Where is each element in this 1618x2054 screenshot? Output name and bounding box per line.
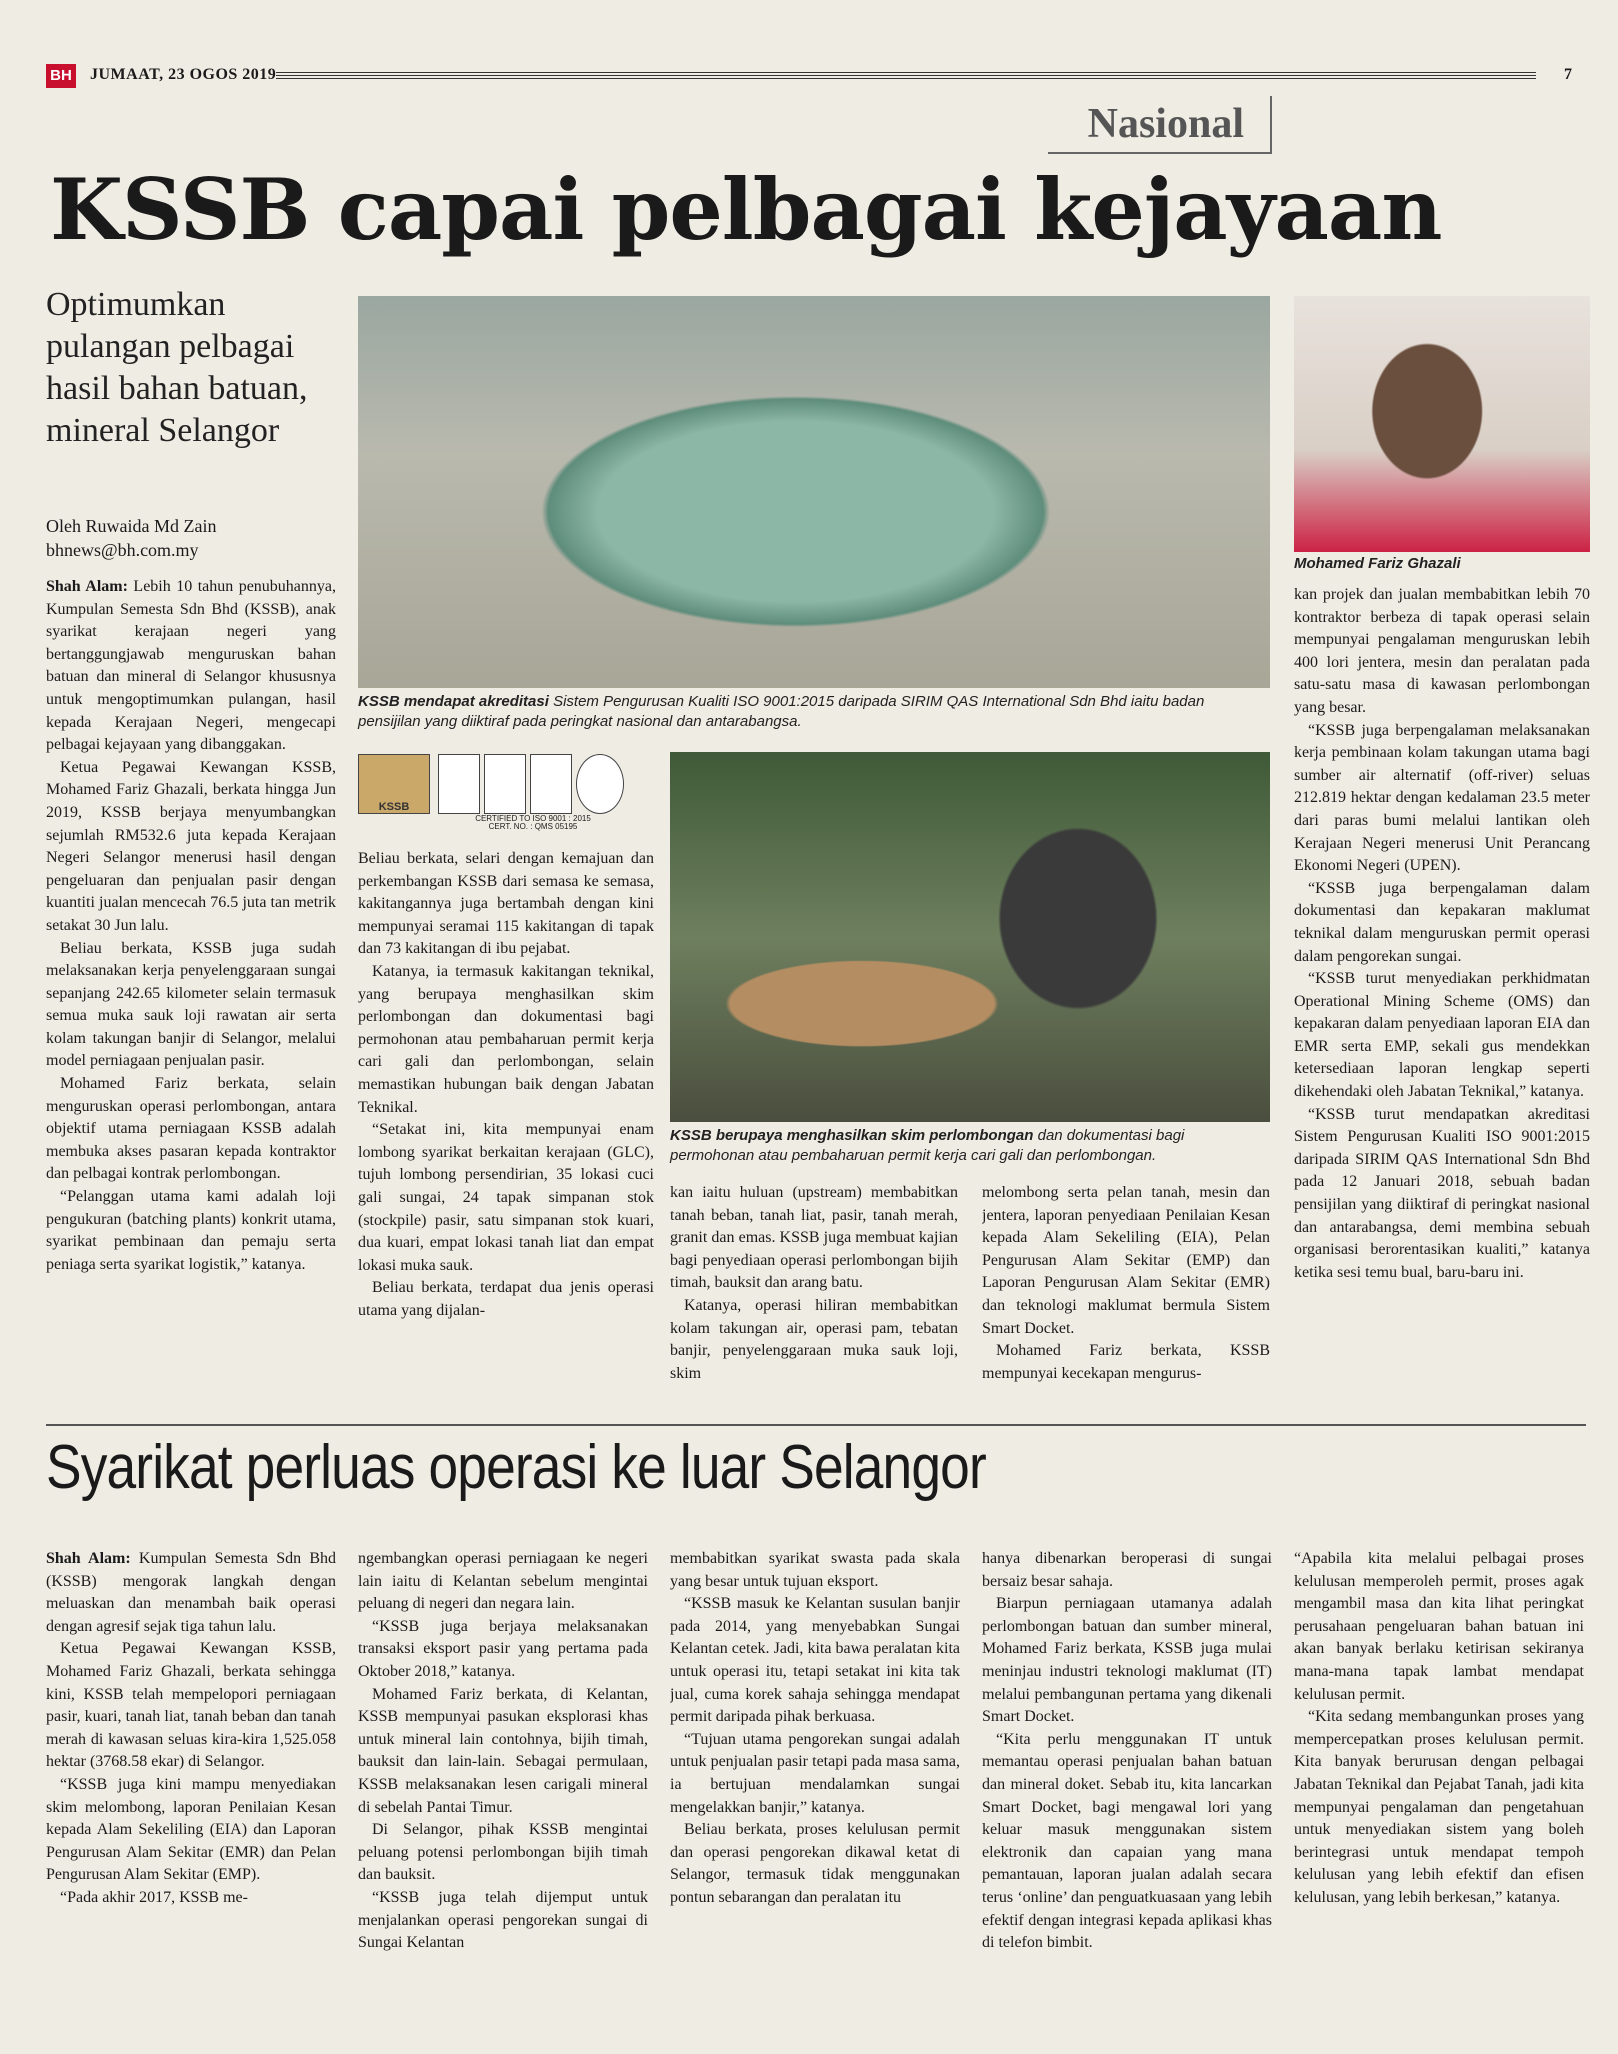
photo-reservoir	[358, 296, 1270, 688]
caption-portrait: Mohamed Fariz Ghazali	[1294, 555, 1461, 572]
paragraph	[358, 1684, 648, 1820]
paragraph	[670, 1295, 958, 1385]
paragraph	[358, 1887, 648, 1955]
kssb-logo	[358, 754, 430, 814]
paragraph	[46, 1887, 336, 1910]
paragraph	[46, 1073, 336, 1186]
paragraph-text: Mohamed Fariz berkata, KSSB mempunyai kecekapan mengurus-	[982, 1342, 1270, 1382]
article1-column-2	[358, 848, 654, 1412]
caption-reservoir-bold: KSSB mendapat akreditasi	[358, 693, 549, 710]
caption-panning	[670, 1126, 1270, 1166]
caption-panning-bold: KSSB berupaya menghasilkan skim perlombongan	[670, 1127, 1034, 1144]
paragraph-text: “Pelanggan utama kami adalah loji pengukuran (batching plants) konkrit utama, syarikat pembinaan dan pemaju serta peniaga serta syarikat logistik,” katanya.	[46, 1188, 336, 1273]
article1-column-4	[982, 1182, 1270, 1412]
cert-logo-2	[484, 754, 526, 814]
article1-column-3	[670, 1182, 958, 1412]
article2-column-3	[670, 1548, 960, 2028]
photo-panning	[670, 752, 1270, 1122]
paragraph-text: “KSSB juga berpengalaman dalam dokumentasi dan kepakaran maklumat teknikal dalam menguruskan permit operasi dalam pengorekan sungai.	[1294, 879, 1590, 965]
paragraph	[358, 848, 654, 961]
paragraph-text: Beliau berkata, terdapat dua jenis operasi utama yang dijalan-	[358, 1279, 654, 1319]
paragraph-text: Ketua Pegawai Kewangan KSSB, Mohamed Fariz Ghazali, berkata sehingga kini, KSSB telah mempelopori perniagaan pasir, kuari, tanah liat, tanah beban dan tanah merah di kawasan seluas kira-kira 1,525.058 hektar (3768.58 ekar) di Selangor.	[46, 1640, 336, 1771]
paragraph	[670, 1729, 960, 1819]
paragraph-text: Kumpulan Semesta Sdn Bhd (KSSB) mengorak langkah dengan meluaskan dan menambah baik operasi dengan agresif sejak tiga tahun lalu.	[46, 1550, 336, 1635]
paragraph	[358, 961, 654, 1119]
paragraph	[1294, 1706, 1584, 1909]
paragraph	[358, 1119, 654, 1277]
paragraph-text: “KSSB masuk ke Kelantan susulan banjir pada 2014, yang menyebabkan Sungai Kelantan cetek. Jadi, kita bawa peralatan kita untuk operasi itu, tetapi setakat ini kita tak jual, cuma korek sahaja sehingga mendapat permit daripada pihak berkuasa.	[670, 1595, 960, 1726]
paragraph	[358, 1277, 654, 1322]
paragraph-text: “Kita perlu menggunakan IT untuk memantau operasi penjualan bahan batuan dan mineral doket. Sebab itu, kita lancarkan Smart Docket, bagi mengawal lori yang keluar masuk menggunakan sistem elektronik dan capaian yang mana pemantauan, laporan jualan adalah secara terus ‘online’ dan penguatkuasaan yang lebih efektif dengan integrasi kepada aplikasi khas di telefon bimbit.	[982, 1730, 1272, 1952]
paragraph	[1294, 720, 1590, 878]
caption-panning-text: dan dokumentasi bagi permohonan atau pembaharuan permit kerja cari gali dan perlombongan.	[670, 1127, 1185, 1164]
paragraph	[1294, 968, 1590, 1104]
paragraph-text: Mohamed Fariz berkata, selain menguruskan operasi perlombongan, antara objektif utama perniagaan KSSB adalah membuka akses pasaran kepada kontraktor dan pelbagai kontrak perlombongan.	[46, 1075, 336, 1183]
article1-column-1	[46, 576, 336, 1412]
section-name: Nasional	[1087, 101, 1244, 147]
masthead	[46, 62, 1586, 92]
paragraph-text: ngembangkan operasi perniagaan ke negeri lain iaitu di Kelantan sebelum mengintai peluang di negeri dan negara lain.	[358, 1550, 648, 1613]
paragraph	[1294, 1548, 1584, 1706]
byline	[46, 514, 346, 562]
caption-reservoir	[358, 692, 1270, 732]
paragraph	[1294, 1104, 1590, 1285]
cert-number: CERT. NO. : QMS 05195	[488, 822, 578, 831]
paragraph-text: “KSSB turut mendapatkan akreditasi Sistem Pengurusan Kualiti ISO 9001:2015 daripada SIRIM QAS International Sdn Bhd pada 12 Januari 2018, sebuah badan pensijilan yang diiktiraf di peringkat nasional dan antarabangsa, demi membina sebuah organisasi berorentasikan kualiti,” katanya ketika sesi temu bual, baru-baru ini.	[1294, 1105, 1590, 1281]
paragraph-text: “Pada akhir 2017, KSSB me-	[60, 1888, 248, 1906]
paragraph	[46, 576, 336, 757]
paragraph-text: “KSSB juga telah dijemput untuk menjalankan operasi pengorekan sungai di Sungai Kelantan	[358, 1888, 648, 1952]
paragraph	[982, 1729, 1272, 1955]
cert-logo-4	[576, 754, 624, 814]
paragraph-text: kan projek dan jualan membabitkan lebih 70 kontraktor berbeza di tapak operasi selain mempunyai pengalaman menguruskan lebih 400 lori jentera, mesin dan peralatan pada satu-satu masa di kawasan perlombongan yang besar.	[1294, 586, 1590, 716]
paragraph-text: Mohamed Fariz berkata, di Kelantan, KSSB mempunyai pasukan eksplorasi khas untuk mineral lain contohnya, bijih timah, bauksit dan lain-lain. Sebagai permulaan, KSSB melaksanakan lesen carigali mineral di sebelah Pantai Timur.	[358, 1685, 648, 1816]
author-email: bhnews@bh.com.my	[46, 540, 199, 560]
paragraph-text: kan iaitu huluan (upstream) membabitkan tanah beban, tanah liat, pasir, tanah merah, granit dan emas. KSSB juga membuat kajian bagi penyediaan operasi perlombongan bijih timah, bauksit dan arang batu.	[670, 1184, 958, 1292]
article2-column-4	[982, 1548, 1272, 2028]
paragraph	[358, 1548, 648, 1616]
paragraph-text: “Apabila kita melalui pelbagai proses kelulusan memperoleh permit, proses agak mengambil masa dan kita lihat peringkat perusahaan pengeluaran bahan batuan ini akan banyak berlaku ketirisan sekiranya mana-mana tapak lambat mendapat kelulusan permit.	[1294, 1550, 1584, 1703]
paragraph	[46, 1774, 336, 1887]
paragraph-text: “Kita sedang membangunkan proses yang mempercepatkan proses kelulusan permit. Kita banyak berurusan dengan pelbagai Jabatan Teknikal dan Pejabat Tanah, jadi kita mempunyai pengalaman dan pengetahuan untuk menyediakan sistem yang boleh berintegrasi untuk mendapat tempoh kelulusan yang lebih efektif dan efisen kelulusan, yang lebih berkesan,” katanya.	[1294, 1708, 1584, 1906]
headline-1: KSSB capai pelbagai kejayaan	[50, 160, 1442, 259]
cert-text: CERTIFIED TO ISO 9001 : 2015	[475, 814, 591, 823]
certification-logos	[358, 750, 654, 830]
paragraph-text: Katanya, operasi hiliran membabitkan kolam takungan air, operasi pam, tebatan banjir, penyelenggaraan muka sauk loji, skim	[670, 1296, 958, 1382]
author: Oleh Ruwaida Md Zain	[46, 516, 217, 536]
paragraph	[46, 1548, 336, 1638]
paragraph-text: Beliau berkata, selari dengan kemajuan dan perkembangan KSSB dari semasa ke semasa, kakitangannya juga bertambah dengan kini mempunyai seramai 115 kakitangan di tapak dan 73 kakitangan di ibu pejabat.	[358, 850, 654, 958]
page-number: 7	[1564, 66, 1572, 83]
paragraph	[46, 757, 336, 938]
paragraph	[982, 1340, 1270, 1385]
paragraph	[1294, 584, 1590, 720]
paragraph-text: “KSSB juga kini mampu menyediakan skim melombong, laporan Penilaian Kesan kepada Alam Sekeliling (EIA) dan Laporan Pengurusan Alam Sekitar (EMR) dan Pelan Pengurusan Alam Sekitar (EMP).	[46, 1775, 336, 1884]
headline-2: Syarikat perluas operasi ke luar Selangor	[46, 1433, 986, 1502]
bh-logo: BH	[46, 64, 76, 88]
article-divider	[46, 1424, 1586, 1426]
paragraph	[358, 1819, 648, 1887]
article2-column-1	[46, 1548, 336, 2028]
paragraph-text: Biarpun perniagaan utamanya adalah perlombongan batuan dan sumber mineral, Mohamed Fariz berkata, KSSB juga mulai meninjau industri teknologi maklumat (IT) melalui pembangunan pertama yang dikenali Smart Docket.	[982, 1595, 1272, 1726]
paragraph-text: membabitkan syarikat swasta pada skala yang besar untuk tujuan eksport.	[670, 1550, 960, 1590]
paragraph-text: Katanya, ia termasuk kakitangan teknikal, yang berupaya menghasilkan skim perlombongan dan dokumentasi bagi permohonan atau pembaharuan permit kerja cari gali dan perlombongan, selain memastikan hubungan baik dengan Jabatan Teknikal.	[358, 962, 654, 1116]
paragraph-text: “KSSB juga berjaya melaksanakan transaksi eksport pasir yang pertama pada Oktober 2018,” katanya.	[358, 1617, 648, 1680]
paragraph-text: hanya dibenarkan beroperasi di sungai bersaiz besar sahaja.	[982, 1550, 1272, 1590]
paragraph-text: “KSSB turut menyediakan perkhidmatan Operational Mining Scheme (OMS) dan kepakaran dalam penyediaan laporan EIA dan EMR serta EMP, sekali gus mendekkan ketersediaan laporan lengkap seperti dikehendaki oleh Jabatan Teknikal,” katanya.	[1294, 970, 1590, 1101]
paragraph	[46, 938, 336, 1074]
cert-logo-3	[530, 754, 572, 814]
paragraph	[982, 1548, 1272, 1593]
cert-logo-1	[438, 754, 480, 814]
paragraph-text: Ketua Pegawai Kewangan KSSB, Mohamed Fariz Ghazali, berkata hingga Jun 2019, KSSB berjaya menyumbangkan sejumlah RM532.6 juta kepada Kerajaan Negeri Selangor menerusi hasil dengan pengeluaran dan penjualan pasir dengan kuantiti jualan mencecah 76.5 juta tan metrik setakat 30 Jun lalu.	[46, 758, 336, 934]
article2-column-5	[1294, 1548, 1584, 2028]
paragraph-text: “KSSB juga berpengalaman melaksanakan kerja pembinaan kolam takungan utama bagi sumber air alternatif (off-river) seluas 212.819 hektar dengan kedalaman 23.5 meter dari paras bumi melalui lantikan oleh Kerajaan Negeri menerusi Unit Perancang Ekonomi Negeri (UPEN).	[1294, 721, 1590, 875]
section-label	[1048, 96, 1272, 154]
issue-date: JUMAAT, 23 OGOS 2019	[90, 66, 277, 83]
paragraph	[982, 1593, 1272, 1729]
paragraph-text: “Setakat ini, kita mempunyai enam lombong syarikat berkaitan kerajaan (GLC), tujuh lombong persendirian, 35 lokasi cuci gali sungai, 24 tapak simpanan stok (stockpile) pasir, satu simpanan stok kuari, dua kuari, empat lokasi tanah liat dan empat lokasi muka sauk.	[358, 1121, 654, 1274]
caption-reservoir-text: Sistem Pengurusan Kualiti ISO 9001:2015 daripada SIRIM QAS International Sdn Bhd iaitu badan pensijilan yang diiktiraf pada peringkat nasional dan antarabangsa.	[358, 693, 1205, 730]
paragraph-text: Beliau berkata, KSSB juga sudah melaksanakan kerja penyelenggaraan sungai sepanjang 242.65 kilometer selain termasuk semua muka sauk loji rawatan air serta kolam takungan banjir di Selangor, melalui model perniagaan penjualan pasir.	[46, 939, 336, 1070]
paragraph-text: Di Selangor, pihak KSSB mengintai peluang potensi perlombongan bijih timah dan bauksit.	[358, 1821, 648, 1884]
paragraph	[1294, 878, 1590, 968]
article2-column-2	[358, 1548, 648, 2028]
paragraph	[670, 1182, 958, 1295]
photo-portrait	[1294, 296, 1590, 552]
paragraph-text: melombong serta pelan tanah, mesin dan jentera, laporan penyediaan Penilaian Kesan kepada Alam Sekeliling (EIA), Pelan Pengurusan Alam Sekitar (EMP) dan Laporan Pengurusan Alam Sekitar (EMR) dan teknologi maklumat bermula Sistem Smart Docket.	[982, 1184, 1270, 1337]
paragraph	[670, 1819, 960, 1909]
paragraph-text: Lebih 10 tahun penubuhannya, Kumpulan Semesta Sdn Bhd (KSSB), anak syarikat kerajaan negeri yang bertanggungjawab menguruskan bahan batuan dan mineral di Selangor khususnya untuk mengoptimumkan pulangan, hasil kepada Kerajaan Negeri, mengecapi pelbagai kejayaan yang dibanggakan.	[46, 578, 336, 754]
masthead-rule	[276, 70, 1536, 79]
paragraph	[46, 1638, 336, 1774]
paragraph-text: Beliau berkata, proses kelulusan permit dan operasi pengorekan dikawal ketat di Selangor, termasuk tidak menggunakan pontun sebarangan dan peralatan itu	[670, 1821, 960, 1906]
paragraph	[670, 1548, 960, 1593]
paragraph	[358, 1616, 648, 1684]
paragraph	[982, 1182, 1270, 1340]
subheadline: Optimumkan pulangan pelbagai hasil bahan batuan, mineral Selangor	[46, 286, 308, 449]
paragraph	[46, 1186, 336, 1276]
paragraph-text: “Tujuan utama pengorekan sungai adalah untuk penjualan pasir tetapi pada masa sama, ia bertujuan mendalamkan sungai mengelakkan banjir,” katanya.	[670, 1730, 960, 1816]
paragraph	[670, 1593, 960, 1729]
kssb-logo-text: KSSB	[378, 801, 410, 813]
dateline: Shah Alam:	[46, 1550, 131, 1567]
article1-column-5	[1294, 584, 1590, 1412]
dateline: Shah Alam:	[46, 578, 128, 595]
